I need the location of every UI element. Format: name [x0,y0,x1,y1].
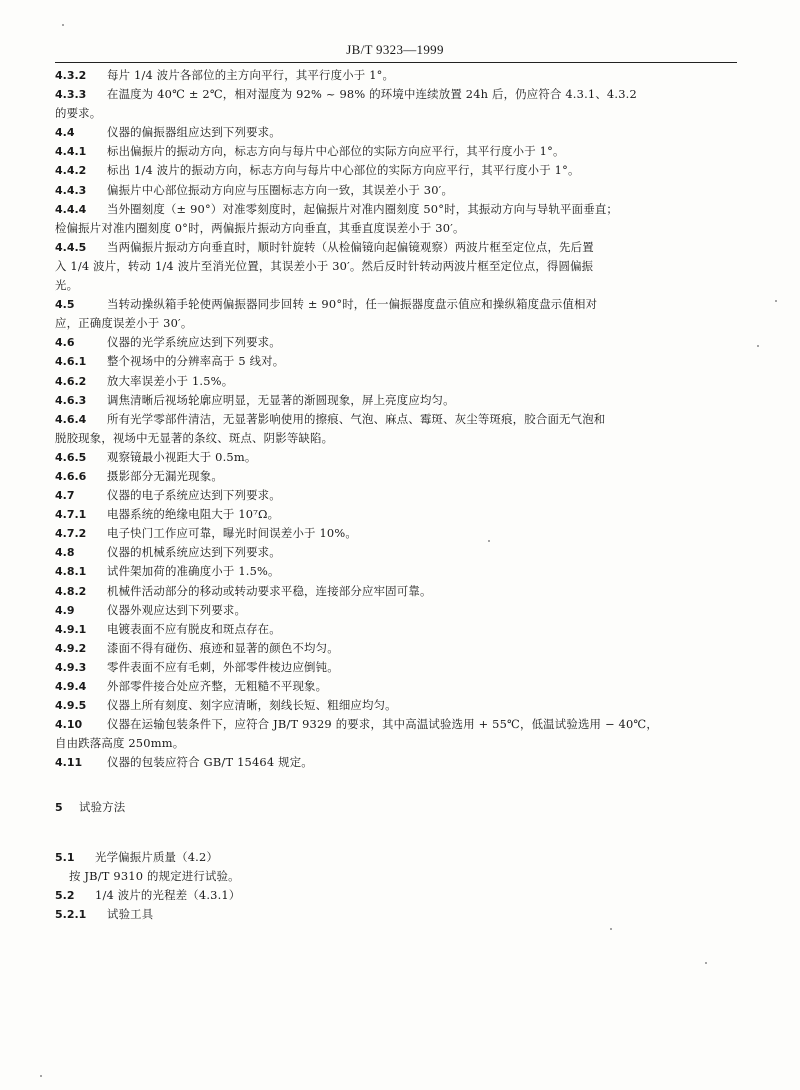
clause-number: 4.5 [55,298,75,312]
clause-5-2 [55,886,745,905]
clause-text: 按 JB/T 9310 的规定进行试验。 [69,868,240,883]
clause-text: 零件表面不应有毛刺，外部零件棱边应倒钝。 [107,659,339,674]
clause-text: 仪器的机械系统应达到下列要求。 [107,545,281,560]
clause-4-6-5 [55,448,745,467]
clause-number: 4.6.3 [55,393,87,407]
clause-4-9-3 [55,658,745,677]
clause-4-5 [55,295,745,314]
clause-text: 应，正确度误差小于 30′。 [55,316,193,331]
clause-text: 自由跌落高度 250mm。 [55,736,185,751]
clause-number: 4.3.2 [55,69,87,82]
clause-continuation [55,314,745,333]
clause-number: 4.4.2 [55,164,87,178]
section-title: 试验方法 [79,800,126,815]
clause-4-3-2 [55,66,745,85]
clause-4-9-2 [55,639,745,658]
clause-text: 当外圈刻度（± 90°）对准零刻度时，起偏振片对准内圈刻度 50°时，其振动方向与导轨平面垂直； [107,201,619,216]
scan-speck [757,345,759,347]
clause-number: 4.8.2 [55,584,87,598]
clause-4-8-2 [55,582,745,601]
clause-number: 4.6.6 [55,469,87,483]
clause-4-4-5 [55,238,745,257]
clause-4-4 [55,123,745,142]
clause-number: 5.2.1 [55,907,87,921]
clause-text: 调焦清晰后视场轮廓应明显，无显著的渐圆现象，屏上亮度应均匀。 [107,392,455,407]
header-rule [55,62,737,63]
clause-5-1-body [55,867,745,886]
clause-number: 4.7.1 [55,508,87,522]
clause-4-10 [55,715,745,734]
clause-continuation [55,429,745,448]
clause-continuation [55,734,745,753]
clause-text: 仪器的光学系统应达到下列要求。 [107,335,281,350]
clause-number: 5.2 [55,888,75,902]
clause-text: 1/4 波片的光程差（4.3.1） [95,887,241,902]
scan-speck [40,1075,42,1077]
clause-number: 4.4.3 [55,183,87,197]
clause-text: 光。 [55,278,79,293]
clause-text: 标出偏振片的振动方向，标志方向与每片中心部位的实际方向应平行，其平行度小于 1°。 [107,144,565,159]
clause-number: 4.11 [55,756,83,770]
clause-number: 4.9 [55,603,75,617]
clause-4-9-1 [55,620,745,639]
clause-number: 4.6 [55,336,75,350]
clause-4-8-1 [55,562,745,581]
clause-text: 入 1/4 波片，转动 1/4 波片至消光位置，其误差小于 30′。然后反时针转动两波片框至定位点，得圆偏振 [55,258,594,273]
clause-4-9-4 [55,677,745,696]
clause-4-4-4 [55,200,745,219]
document-body [55,66,745,924]
clause-number: 4.9.5 [55,699,87,713]
clause-text: 光学偏振片质量（4.2） [95,849,219,864]
clause-5-2-1 [55,905,745,924]
clause-text: 观察镜最小视距大于 0.5m。 [107,449,257,464]
clause-5-1 [55,848,745,867]
scan-speck [775,300,777,302]
clause-number: 4.8 [55,546,75,560]
clause-text: 试件架加荷的准确度小于 1.5%。 [107,564,280,579]
clause-text: 仪器上所有刻度、刻字应清晰，刻线长短、粗细应均匀。 [107,698,397,713]
clause-text: 试验工具 [107,906,154,921]
clause-number: 4.6.2 [55,374,87,388]
clause-4-4-3 [55,181,745,200]
clause-text: 仪器的电子系统应达到下列要求。 [107,488,281,503]
section-5-heading [55,798,745,817]
clause-text: 脱胶现象，视场中无显著的条纹、斑点、阴影等缺陷。 [55,430,334,445]
clause-text: 偏振片中心部位振动方向应与压圈标志方向一致，其误差小于 30′。 [107,182,454,197]
clause-4-6 [55,333,745,352]
clause-4-9-5 [55,696,745,715]
clause-continuation [55,257,745,276]
clause-4-11 [55,753,745,772]
clause-number: 4.9.3 [55,660,87,674]
clause-text: 的要求。 [55,106,102,121]
clause-text: 整个视场中的分辨率高于 5 线对。 [107,354,285,369]
clause-text: 标出 1/4 波片的振动方向，标志方向与每片中心部位的实际方向应平行，其平行度小于 1°。 [107,163,580,178]
clause-text: 当两偏振片振动方向垂直时，顺时针旋转（从检偏镜向起偏镜观察）两波片框至定位点，先后置 [107,239,594,254]
clause-number: 4.6.1 [55,355,87,369]
clause-4-6-1 [55,352,745,371]
clause-number: 4.6.5 [55,450,87,464]
clause-4-6-3 [55,391,745,410]
clause-4-7-2 [55,524,745,543]
clause-number: 4.10 [55,718,83,732]
clause-4-8 [55,543,745,562]
clause-4-9 [55,601,745,620]
clause-number: 4.3.3 [55,88,87,102]
clause-number: 4.4.4 [55,202,87,216]
clause-text: 漆面不得有碰伤、痕迹和显著的颜色不均匀。 [107,640,339,655]
clause-text: 外部零件接合处应齐整，无粗糙不平现象。 [107,679,328,693]
scan-speck [488,540,490,542]
clause-number: 4.6.4 [55,412,87,426]
scan-speck [705,962,707,964]
clause-text: 在温度为 40℃ ± 2℃，相对湿度为 92% ~ 98% 的环境中连续放置 24h 后，仍应符合 4.3.1、4.3.2 [107,87,637,102]
scan-speck [610,928,612,930]
clause-4-4-2 [55,161,745,180]
clause-number: 4.4.1 [55,145,87,159]
clause-4-7-1 [55,505,745,524]
clause-number: 4.4.5 [55,240,87,254]
clause-continuation [55,219,745,238]
clause-number: 4.9.1 [55,622,87,636]
clause-text: 机械件活动部分的移动或转动要求平稳，连接部分应牢固可靠。 [107,583,432,598]
clause-text: 当转动操纵箱手轮使两偏振器同步回转 ± 90°时，任一偏振器度盘示值应和操纵箱度盘示值相对 [107,297,598,312]
clause-text: 电子快门工作应可靠，曝光时间误差小于 10%。 [107,526,357,541]
clause-text: 仪器的偏振器组应达到下列要求。 [107,125,281,140]
clause-text: 仪器在运输包装条件下，应符合 JB/T 9329 的要求，其中高温试验选用 + 55℃，低温试验选用 − 40℃， [107,717,658,732]
clause-4-3-3 [55,85,745,104]
clause-number: 4.7.2 [55,527,87,541]
clause-number: 4.8.1 [55,565,87,579]
scan-speck [62,24,64,26]
clause-number: 4.4 [55,126,75,140]
clause-number: 4.7 [55,489,75,503]
clause-number: 4.9.2 [55,641,87,655]
clause-text: 电器系统的绝缘电阻大于 10⁷Ω。 [107,507,280,522]
clause-text: 放大率误差小于 1.5%。 [107,373,234,388]
clause-number: 4.9.4 [55,680,87,693]
clause-4-7 [55,486,745,505]
clause-text: 所有光学零部件清洁，无显著影响使用的擦痕、气泡、麻点、霉斑、灰尘等斑痕，胶合面无气泡和 [107,411,606,426]
clause-4-6-4 [55,410,745,429]
clause-text: 每片 1/4 波片各部位的主方向平行，其平行度小于 1°。 [107,68,395,82]
clause-4-4-1 [55,142,745,161]
clause-text: 电镀表面不应有脱皮和斑点存在。 [107,621,281,636]
page-header: JB/T 9323—1999 [346,42,444,57]
clause-text: 摄影部分无漏光现象。 [107,468,223,483]
clause-4-6-6 [55,467,745,486]
clause-text: 仪器外观应达到下列要求。 [107,602,247,617]
clause-number: 5.1 [55,850,75,864]
clause-4-6-2 [55,372,745,391]
clause-continuation [55,104,745,123]
clause-continuation [55,276,745,295]
clause-text: 仪器的包装应符合 GB/T 15464 规定。 [107,755,313,770]
section-number: 5 [55,801,63,815]
clause-text: 检偏振片对准内圈刻度 0°时，两偏振片振动方向垂直，其垂直度误差小于 30′。 [55,220,465,235]
